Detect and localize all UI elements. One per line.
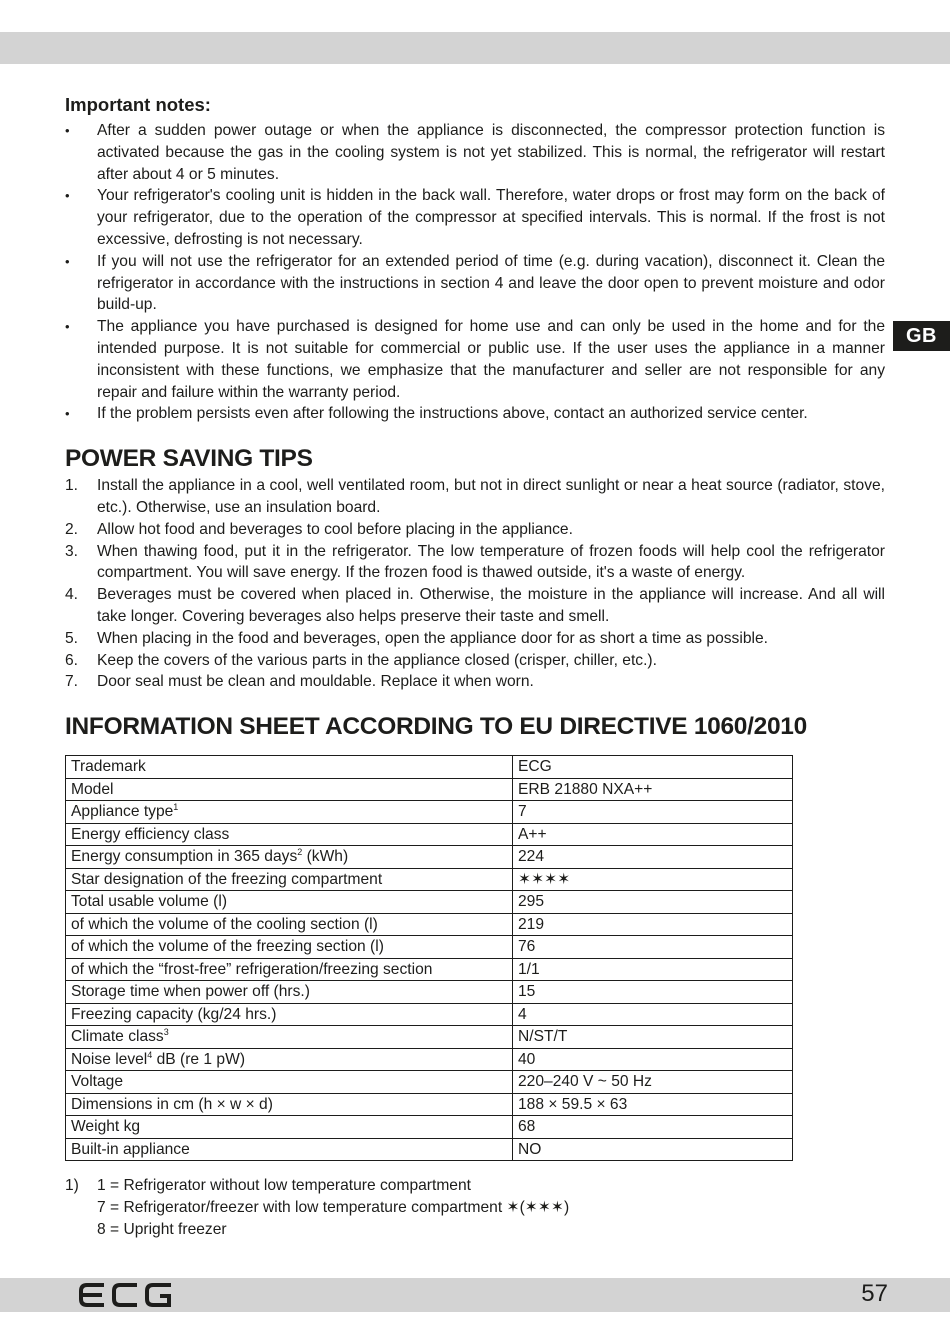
table-cell-value: NO (513, 1138, 793, 1161)
info-sheet-table (65, 755, 793, 1161)
info-sheet-body (66, 756, 793, 1161)
table-cell-label: Climate class$^3$ (66, 1026, 513, 1049)
info-sheet-heading: INFORMATION SHEET ACCORDING TO EU DIRECTIVE 1060/2010 (65, 713, 807, 741)
list-item: 2. Allow hot food and beverages to cool before placing in the appliance. (65, 520, 573, 538)
footnote-line: 8 = Upright freezer (97, 1220, 227, 1238)
table-row (66, 823, 793, 846)
table-cell-value: 220–240 V ~ 50 Hz (513, 1071, 793, 1094)
list-item: • After a sudden power outage or when the appliance is disconnected, the compressor protection function is activated because the gas in the cooling system is not yet stabilized. This is normal, the refrigerator will restart after about 4 or 5 minutes. (65, 122, 885, 183)
table-cell-label: Total usable volume (l) (66, 891, 513, 914)
table-row (66, 1116, 793, 1139)
list-item: 1. Install the appliance in a cool, well ventilated room, but not in direct sunlight or near a heat source (radiator, stove, etc.). Otherwise, use an insulation board. (65, 477, 885, 516)
list-item: • If the problem persists even after following the instructions above, contact an authorized service center. (65, 403, 885, 425)
table-cell-value: 295 (513, 891, 793, 914)
table-cell-value: 15 (513, 981, 793, 1004)
table-row (66, 981, 793, 1004)
table-cell-value: 40 (513, 1048, 793, 1071)
table-cell-value: ERB 21880 NXA++ (513, 778, 793, 801)
table-cell-value: 1/1 (513, 958, 793, 981)
table-cell-value: 188 × 59.5 × 63 (513, 1093, 793, 1116)
table-cell-value: 219 (513, 913, 793, 936)
table-row (66, 891, 793, 914)
table-row (66, 913, 793, 936)
power-saving-list (65, 475, 885, 693)
footnote-line: 7 = Refrigerator/freezer with low temperature compartment ✶(✶✶✶) (97, 1198, 570, 1216)
table-cell-value: 68 (513, 1116, 793, 1139)
list-item: 3. When thawing food, put it in the refrigerator. The low temperature of frozen foods will help cool the refrigerator compartment. You will save energy. If the frozen food is thawed outside, it's a waste of energy. (65, 542, 885, 582)
table-row (66, 1048, 793, 1071)
table-row (66, 1003, 793, 1026)
top-band (0, 32, 950, 64)
list-item: • Your refrigerator's cooling unit is hidden in the back wall. Therefore, water drops or frost may form on the back of your refrigerator, due to the operation of the compressor at specified intervals. This is normal. If the frost is not excessive, defrosting is not necessary. (65, 187, 885, 248)
table-cell-label: Model (66, 778, 513, 801)
bullet: • (65, 319, 70, 335)
bullet: • (65, 253, 70, 269)
table-cell-label: Trademark (66, 756, 513, 779)
list-item: • The appliance you have purchased is designed for home use and can only be used in the home and for the intended purpose. It is not suitable for commercial or public use. If the user uses the appliance in a manner inconsistent with these functions, we emphasize that the manufacturer and seller are not responsible for any repair and failure within the warranty period. (65, 318, 885, 401)
bullet: • (65, 406, 70, 422)
table-row (66, 1093, 793, 1116)
table-cell-value: A++ (513, 823, 793, 846)
table-row (66, 1071, 793, 1094)
table-cell-value: 224 (513, 846, 793, 869)
table-cell-label: of which the “frost-free” refrigeration/freezing section (66, 958, 513, 981)
table-row (66, 1138, 793, 1161)
table-row (66, 778, 793, 801)
table-cell-value: 76 (513, 936, 793, 959)
table-cell-label: Weight kg (66, 1116, 513, 1139)
table-cell-label: of which the volume of the freezing section (l) (66, 936, 513, 959)
table-cell-value: 7 (513, 801, 793, 824)
table-cell-label: Star designation of the freezing compartment (66, 868, 513, 891)
table-cell-label: Voltage (66, 1071, 513, 1094)
bullet: • (65, 188, 70, 204)
table-row (66, 868, 793, 891)
list-item: • If you will not use the refrigerator for an extended period of time (e.g. during vacation), disconnect it. Clean the refrigerator in accordance with the instructions in section 4 and leave the door open to prevent moisture and odor build-up. (65, 252, 885, 314)
table-row (66, 846, 793, 869)
table-cell-value: ✶✶✶✶ (513, 868, 793, 891)
table-row (66, 801, 793, 824)
table-row (66, 936, 793, 959)
power-saving-heading: POWER SAVING TIPS (65, 445, 313, 473)
table-cell-value: ECG (513, 756, 793, 779)
table-cell-value: N/ST/T (513, 1026, 793, 1049)
table-row (66, 958, 793, 981)
table-cell-label: Appliance type$^1$ (66, 801, 513, 824)
list-item: 7. Door seal must be clean and mouldable. Replace it when worn. (65, 673, 534, 691)
table-cell-label: of which the volume of the cooling section (l) (66, 913, 513, 936)
list-item: 6. Keep the covers of the various parts in the appliance closed (crisper, chiller, etc.). (65, 651, 657, 669)
important-notes-list (65, 120, 885, 425)
page-number: 57 (861, 1280, 888, 1307)
list-item: 5. When placing in the food and beverages, open the appliance door for as short a time as possible. (65, 629, 768, 647)
table-cell-label: Dimensions in cm (h × w × d) (66, 1093, 513, 1116)
table-cell-value: 4 (513, 1003, 793, 1026)
footnote-line: 1) 1 = Refrigerator without low temperature compartment (65, 1177, 471, 1195)
ecg-logo (78, 1282, 174, 1308)
table-cell-label: Energy efficiency class (66, 823, 513, 846)
page-content (65, 92, 885, 1241)
table-cell-label: Storage time when power off (hrs.) (66, 981, 513, 1004)
table-cell-label: Freezing capacity (kg/24 hrs.) (66, 1003, 513, 1026)
bullet: • (65, 123, 70, 138)
table-cell-label: Noise level$^4$ dB (re 1 pW) (66, 1048, 513, 1071)
table-row (66, 756, 793, 779)
list-item: 4. Beverages must be covered when placed in. Otherwise, the moisture in the appliance will increase. And all will take longer. Covering beverages also helps preserve their taste and smell. (65, 586, 885, 625)
table-cell-label: Built-in appliance (66, 1138, 513, 1161)
footnote (65, 1175, 885, 1240)
language-tab: GB (893, 321, 950, 351)
important-notes-heading: Important notes: (65, 94, 211, 115)
table-row (66, 1026, 793, 1049)
table-cell-label: Energy consumption in 365 days$^2$ (kWh) (66, 846, 513, 869)
